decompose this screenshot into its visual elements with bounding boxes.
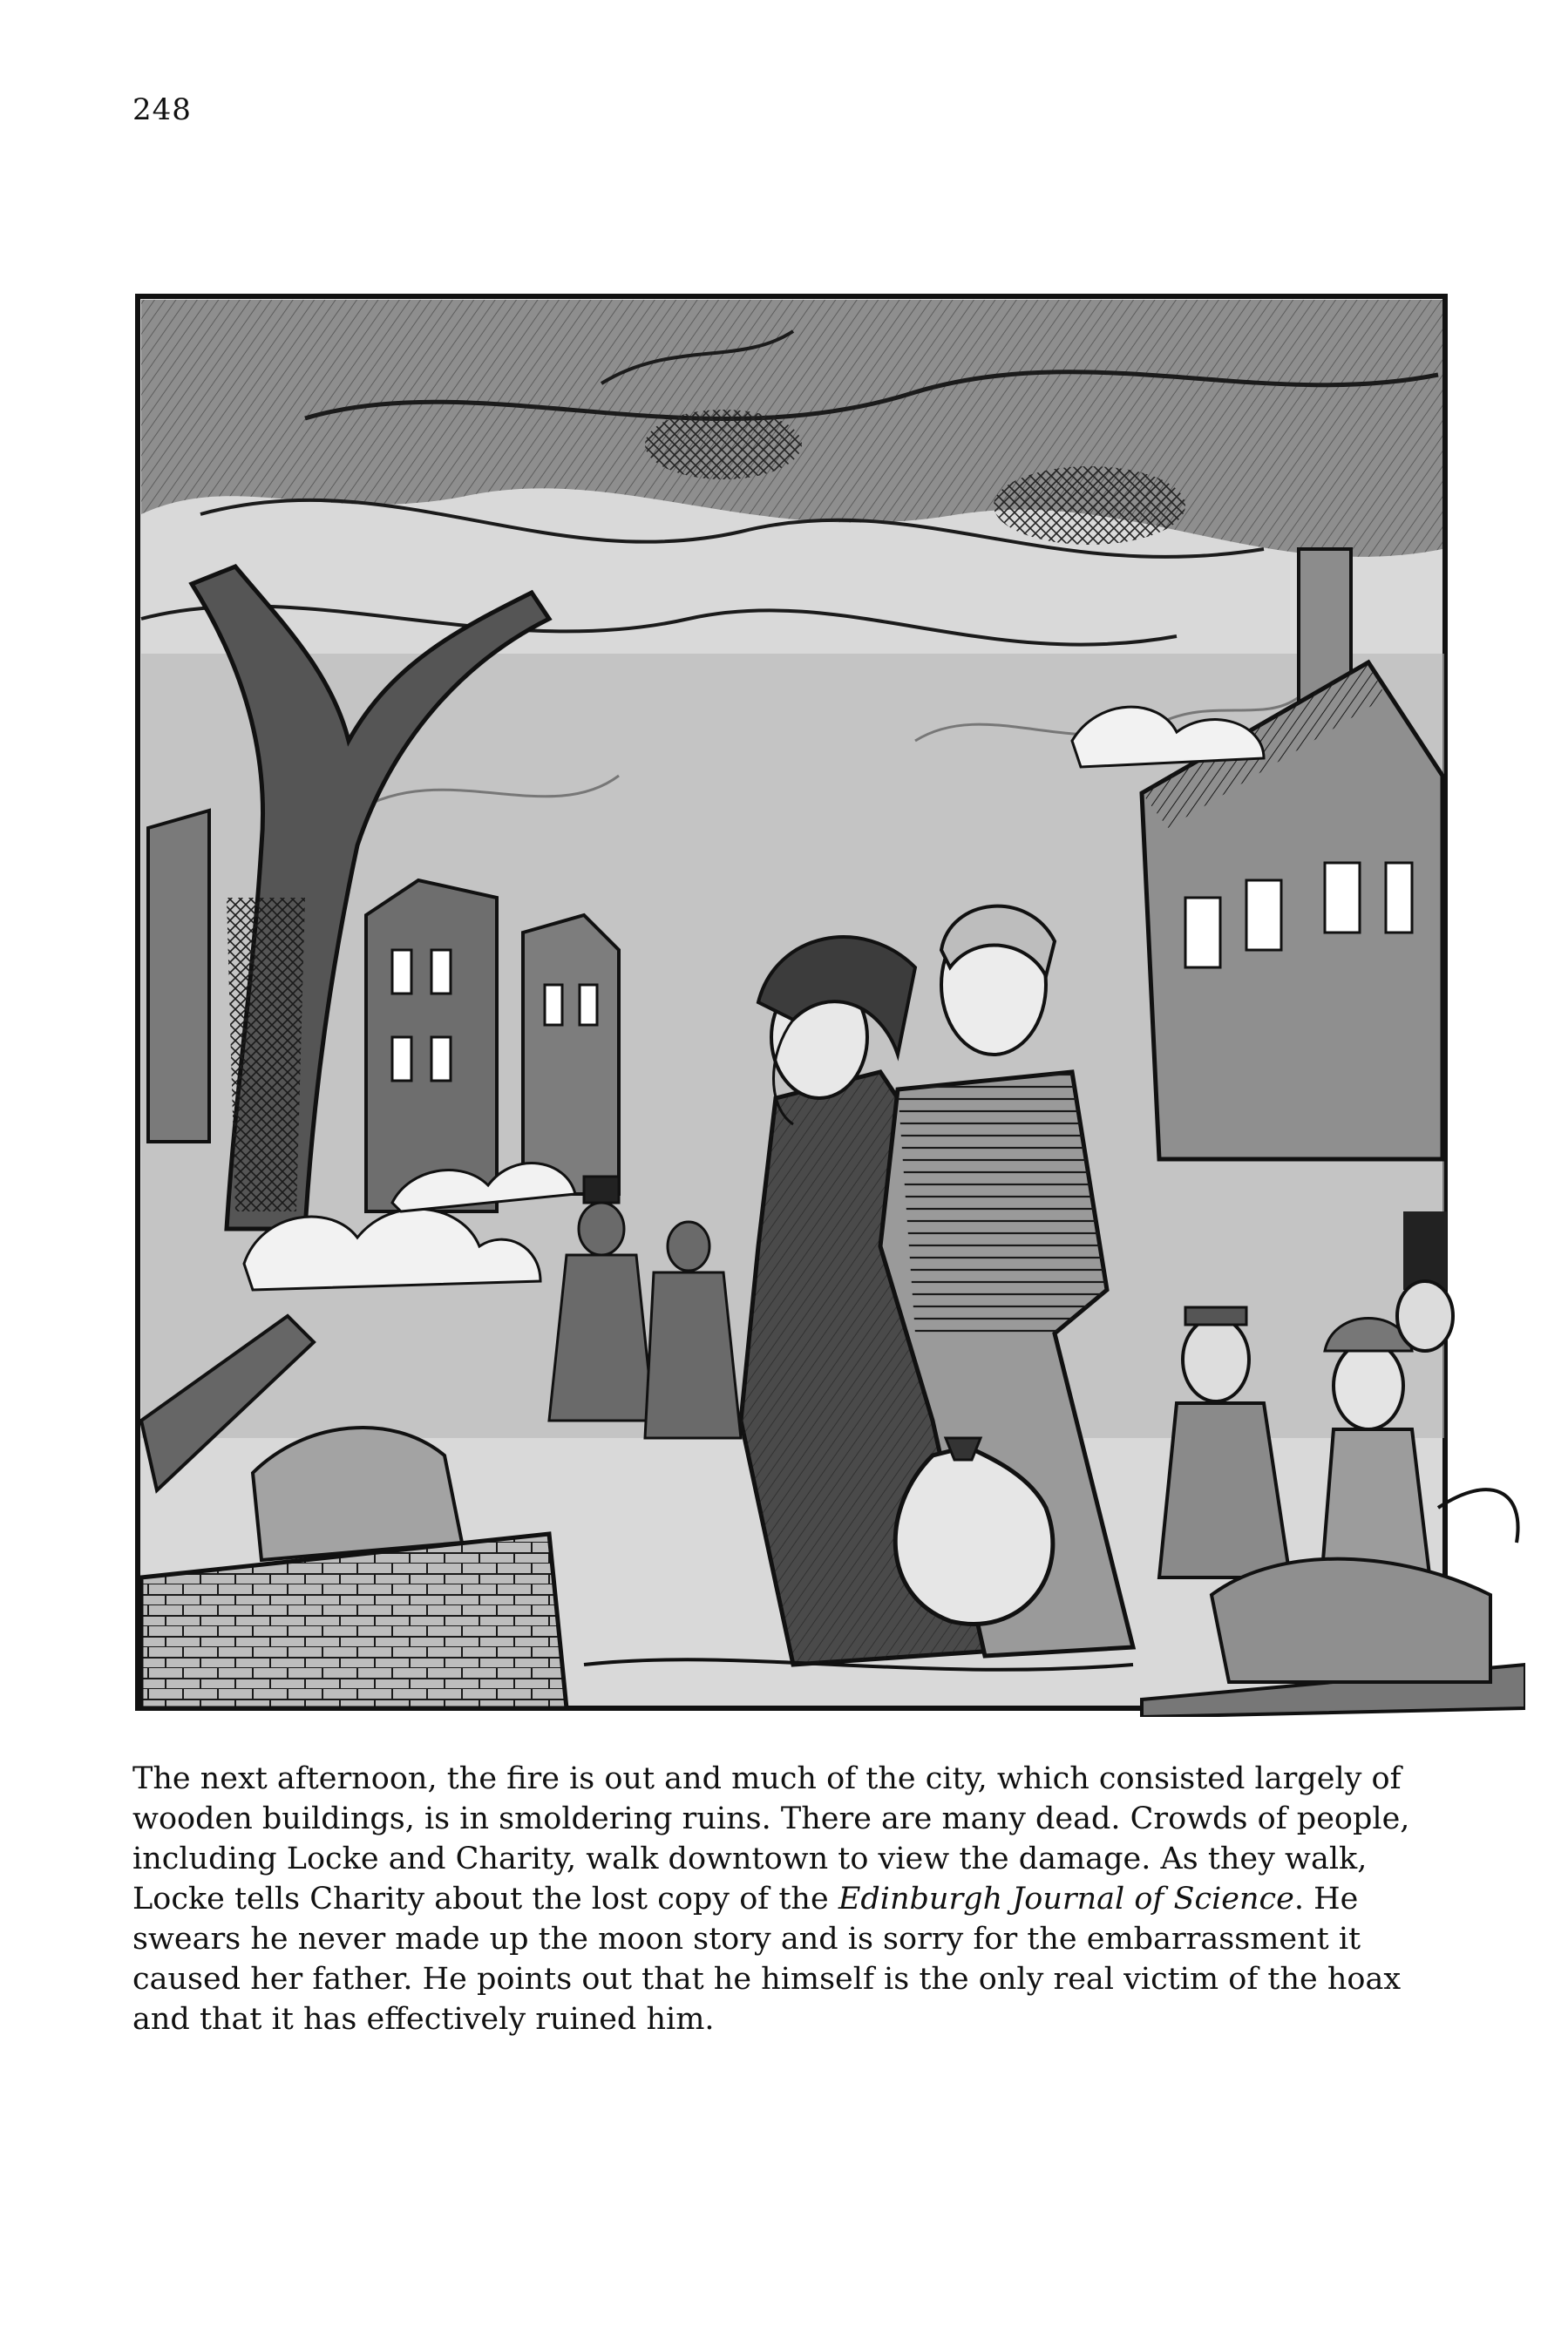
caption-paragraph	[132, 1759, 1457, 2039]
page-number: 248	[132, 92, 192, 127]
ink-wash-illustration	[131, 288, 1525, 1717]
caption-text-after-title: . He swears he never made up the moon story and is sorry for the embarrassment it caused her father. He points out that he himself is the only real victim of the hoax and that it has effectively ruined him.	[132, 1882, 1402, 2037]
illustration-panel	[131, 288, 1525, 1717]
caption-text-before-title: The next afternoon, the fire is out and much of the city, which consisted largely of wooden buildings, is in smoldering ruins. There are many dead. Crowds of people, including Locke and Charity, walk downtown to view the damage. As they walk, Locke tells Charity about the lost copy of the	[132, 1761, 1410, 1917]
journal-title: Edinburgh Journal of Science	[838, 1882, 1294, 1917]
